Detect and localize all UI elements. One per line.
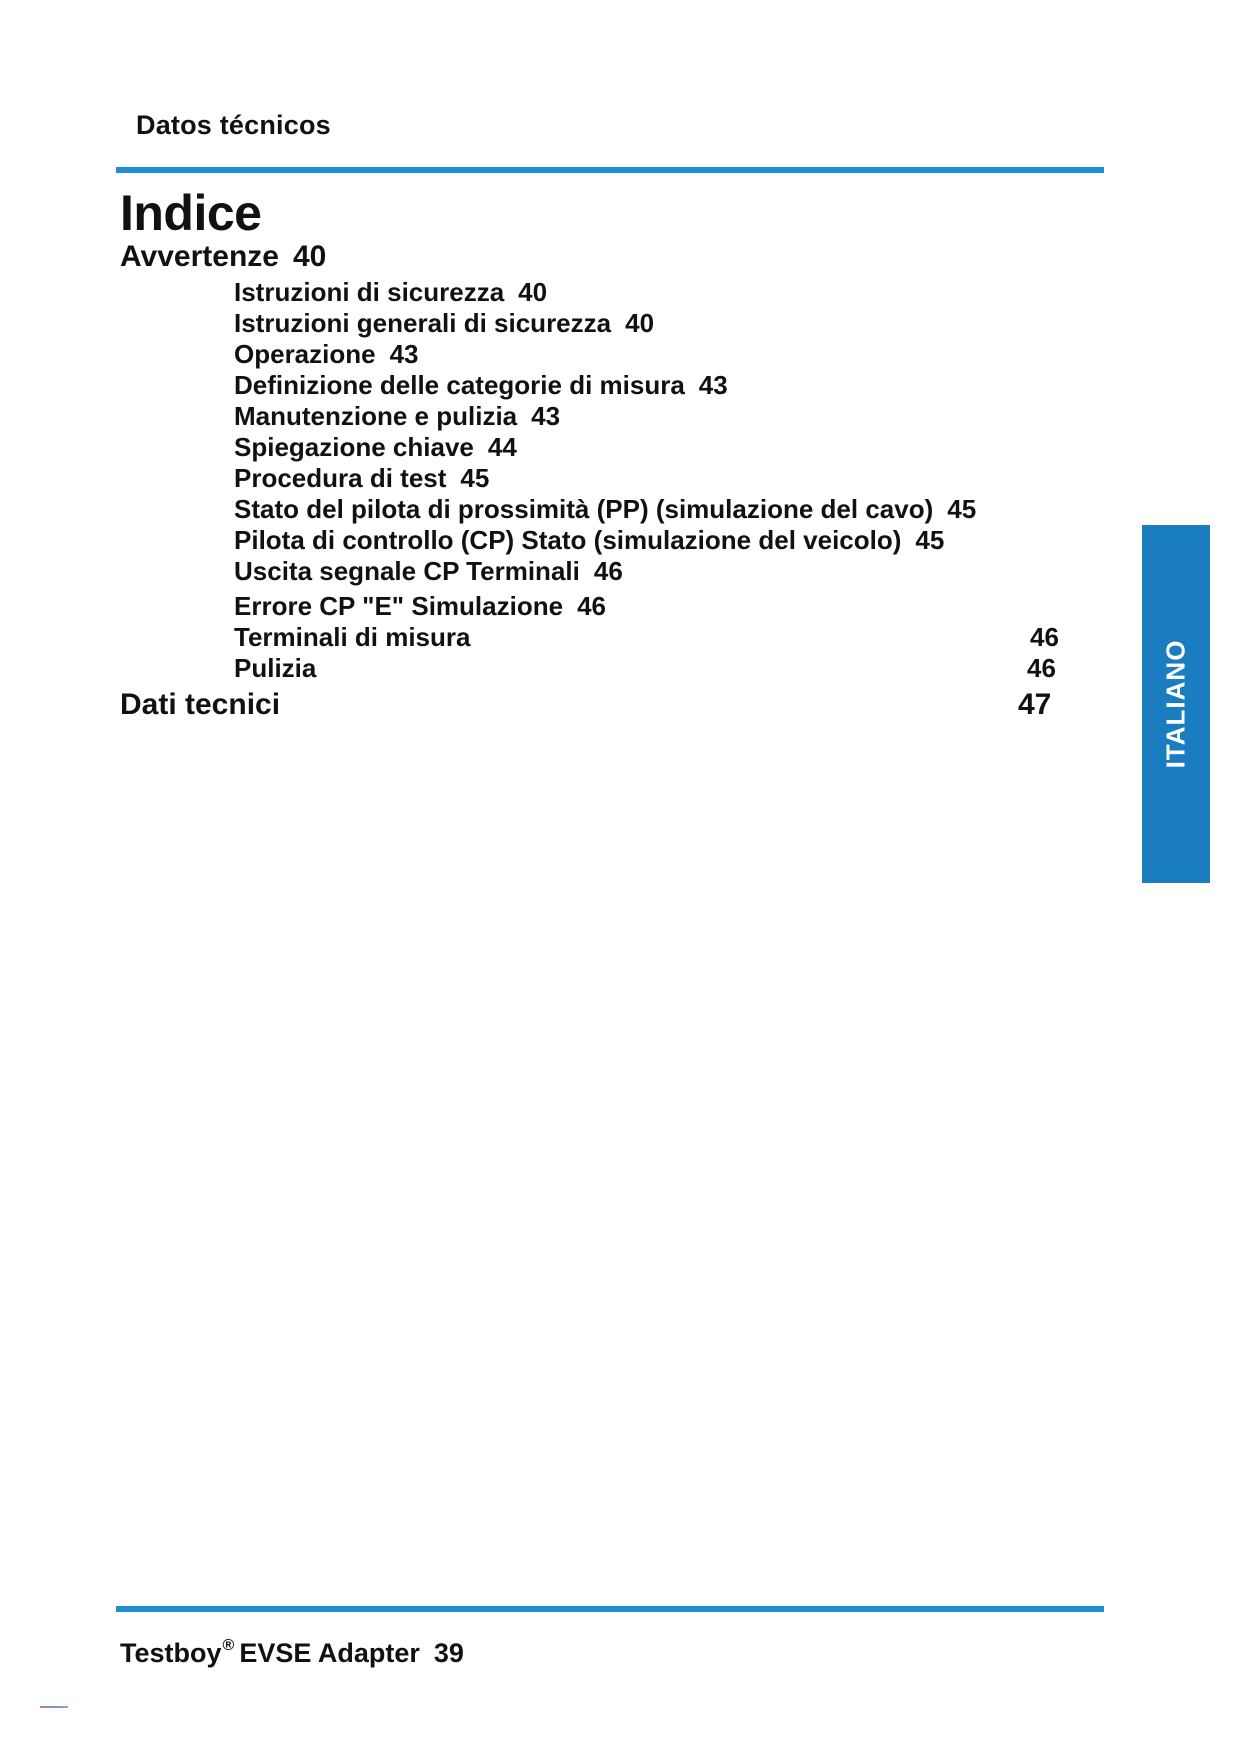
top-divider — [116, 167, 1104, 173]
toc-entry-page: 40 — [518, 277, 548, 307]
toc-item[interactable] — [234, 653, 316, 684]
running-header: Datos técnicos — [136, 110, 331, 140]
toc-entry-page: 46 — [1030, 622, 1059, 652]
toc-section-dati-tecnici[interactable] — [120, 688, 280, 722]
toc-entry-page: 47 — [1018, 688, 1052, 721]
toc-entry-label: Procedura di test — [234, 463, 447, 493]
toc-item[interactable] — [234, 308, 654, 339]
language-tab — [1142, 525, 1210, 883]
registered-mark: ® — [222, 1637, 235, 1654]
toc-entry-label: Operazione — [234, 339, 376, 369]
toc-entry-page: 45 — [915, 525, 945, 555]
toc-entry-label: Dati tecnici — [120, 688, 281, 721]
toc-section-avvertenze[interactable] — [120, 240, 326, 274]
toc-entry-label: Avvertenze — [120, 240, 279, 273]
toc-entry-label: Pilota di controllo (CP) Stato (simulazione del veicolo) — [234, 525, 902, 555]
toc-entry-page: 40 — [292, 240, 327, 273]
toc-entry-label: Errore CP "E" Simulazione — [234, 591, 564, 621]
toc-entry-label: Istruzioni di sicurezza — [234, 277, 505, 307]
toc-entry-page: 43 — [698, 370, 728, 400]
bottom-divider — [116, 1606, 1104, 1612]
toc-entry-label: Uscita segnale CP Terminali — [234, 556, 580, 586]
toc-entry-page: 46 — [1027, 653, 1056, 683]
toc-entry-label: Definizione delle categorie di misura — [234, 370, 685, 400]
footer-product: EVSE Adapter — [239, 1638, 420, 1668]
toc-item[interactable] — [234, 432, 517, 463]
toc-entry-label: Spiegazione chiave — [234, 432, 474, 462]
toc-entry-page: 43 — [531, 401, 561, 431]
toc-entry-page: 45 — [460, 463, 490, 493]
scan-color-mark — [40, 1706, 68, 1708]
page-footer — [120, 1637, 464, 1669]
toc-item[interactable] — [234, 494, 976, 525]
toc-entry-label: Istruzioni generali di sicurezza — [234, 308, 612, 338]
toc-entry-page: 43 — [389, 339, 419, 369]
toc-entry-label: Terminali di misura — [234, 622, 471, 652]
toc-item[interactable] — [234, 556, 623, 587]
footer-brand: Testboy — [120, 1638, 222, 1668]
footer-page-number: 39 — [433, 1638, 464, 1668]
toc-item[interactable] — [234, 370, 728, 401]
toc-entry-label: Manutenzione e pulizia — [234, 401, 518, 431]
toc-entry-label: Stato del pilota di prossimità (PP) (simulazione del cavo) — [234, 494, 934, 524]
language-tab-label: ITALIANO — [1160, 639, 1191, 769]
toc-entry-page: 40 — [625, 308, 655, 338]
toc-entry-label: Pulizia — [234, 653, 317, 683]
toc-item[interactable] — [234, 401, 560, 432]
toc-entry-page: 44 — [487, 432, 517, 462]
toc-title: Indice — [120, 185, 262, 241]
toc-item[interactable] — [234, 622, 470, 653]
toc-entry-page: 46 — [593, 556, 623, 586]
toc-item[interactable] — [234, 591, 606, 622]
toc-item[interactable] — [234, 339, 419, 370]
toc-item[interactable] — [234, 525, 944, 556]
toc-entry-page: 46 — [577, 591, 606, 621]
toc-item[interactable] — [234, 463, 489, 494]
toc-item[interactable] — [234, 277, 547, 308]
toc-entry-page: 45 — [947, 494, 977, 524]
